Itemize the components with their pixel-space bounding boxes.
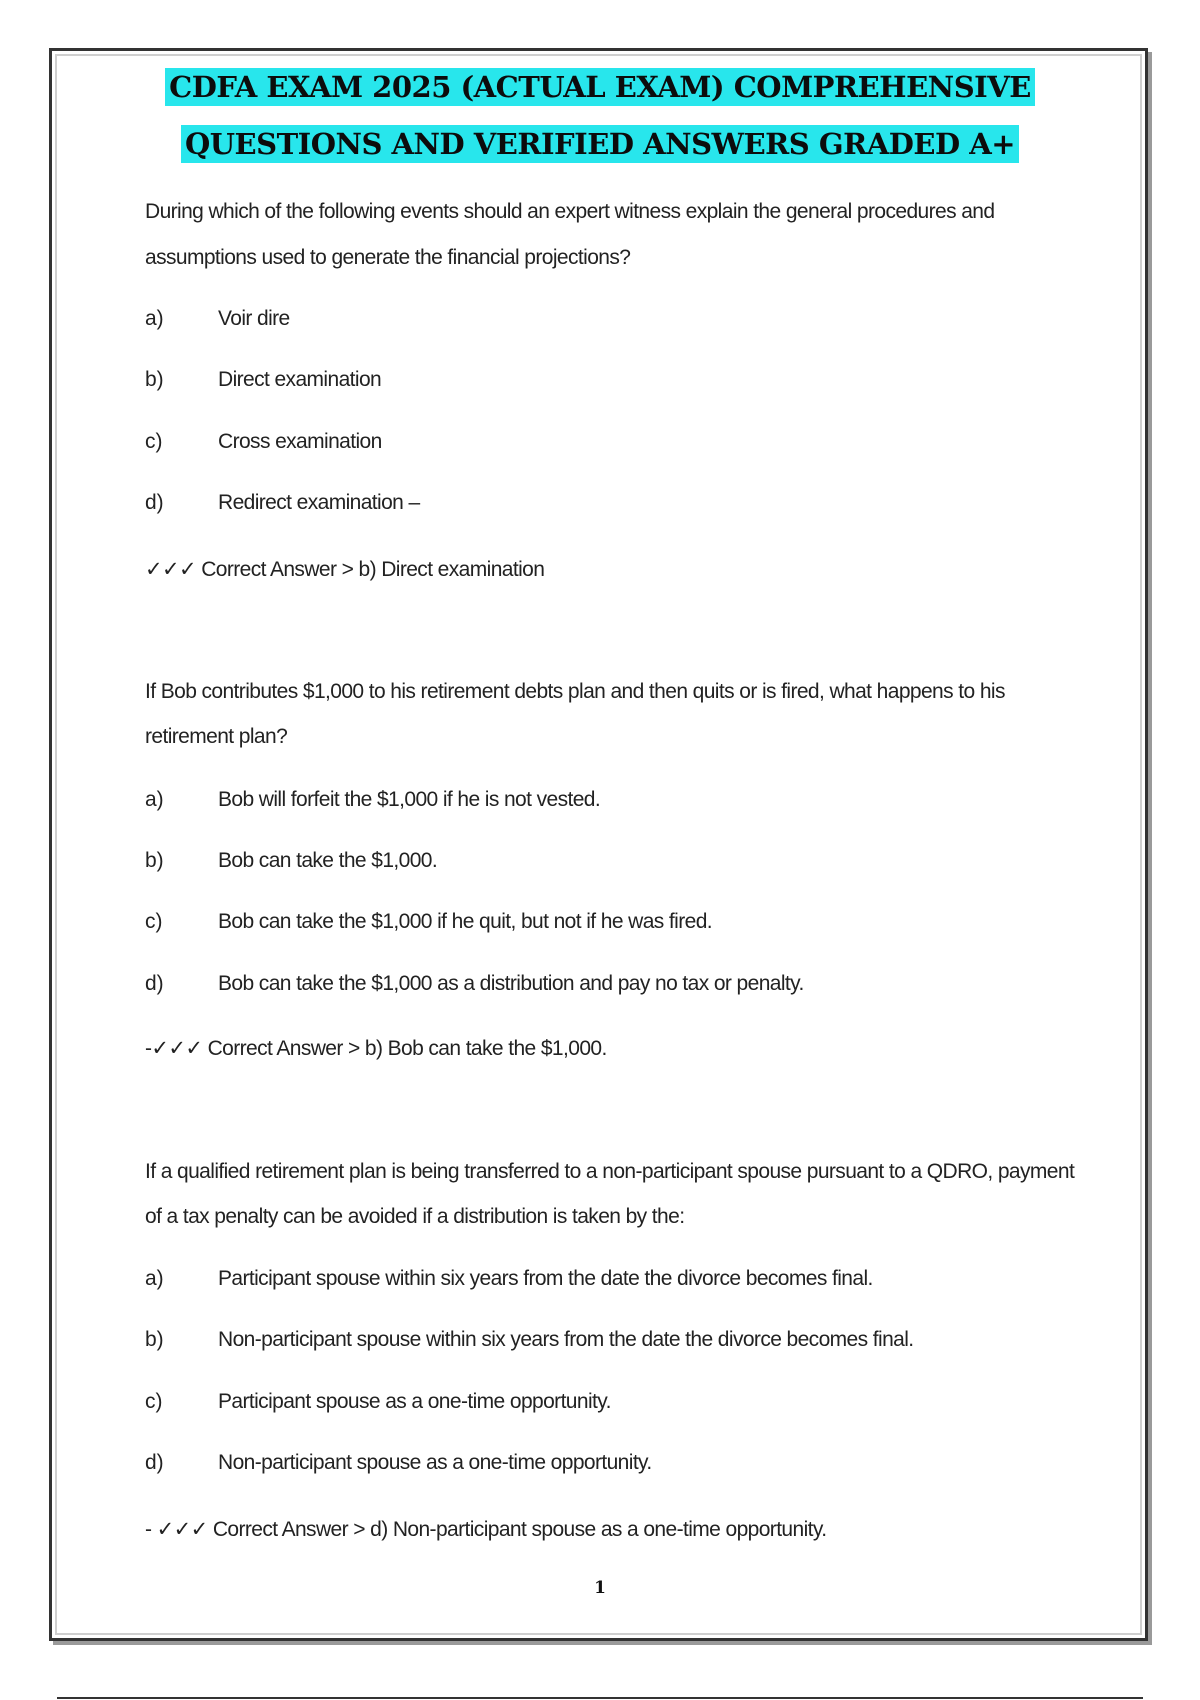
q2-option-a-letter: a) [145, 788, 164, 811]
question-1-text-line-2: assumptions used to generate the financial projections? [145, 246, 631, 269]
title-highlight-1: CDFA EXAM 2025 (ACTUAL EXAM) COMPREHENSIVE [165, 68, 1035, 106]
q2-option-b-text: Bob can take the $1,000. [218, 849, 438, 872]
q3-option-a-text: Participant spouse within six years from the date the divorce becomes final. [218, 1267, 873, 1290]
q3-option-c-letter: c) [145, 1390, 163, 1413]
q1-option-d-letter: d) [145, 491, 164, 514]
question-3-text-line-1: If a qualified retirement plan is being transferred to a non-participant spouse pursuant to a QDRO, payment [145, 1160, 1075, 1183]
question-2-text-line-1: If Bob contributes $1,000 to his retirement debts plan and then quits or is fired, what happens to his [145, 680, 1005, 703]
document-title-line-1 [0, 70, 1200, 104]
q3-option-d-text: Non-participant spouse as a one-time opportunity. [218, 1451, 652, 1474]
q3-option-d-letter: d) [145, 1451, 164, 1474]
q3-option-c-text: Participant spouse as a one-time opportunity. [218, 1390, 611, 1413]
question-2-text-line-2: retirement plan? [145, 725, 288, 748]
page-number: 1 [594, 1578, 606, 1598]
q2-option-c-text: Bob can take the $1,000 if he quit, but not if he was fired. [218, 910, 713, 933]
q1-option-b-text: Direct examination [218, 368, 382, 391]
q3-correct-answer: - ✓✓✓ Correct Answer > d) Non-participant spouse as a one-time opportunity. [145, 1518, 827, 1541]
q2-option-d-text: Bob can take the $1,000 as a distribution and pay no tax or penalty. [218, 972, 804, 995]
q2-option-a-text: Bob will forfeit the $1,000 if he is not vested. [218, 788, 601, 811]
q3-option-a-letter: a) [145, 1267, 164, 1290]
q1-option-c-text: Cross examination [218, 430, 382, 453]
q1-option-a-text: Voir dire [218, 307, 290, 330]
q2-option-d-letter: d) [145, 972, 164, 995]
q1-option-c-letter: c) [145, 430, 163, 453]
q2-option-c-letter: c) [145, 910, 163, 933]
q2-option-b-letter: b) [145, 849, 164, 872]
q1-option-b-letter: b) [145, 368, 164, 391]
q3-option-b-text: Non-participant spouse within six years from the date the divorce becomes final. [218, 1328, 914, 1351]
q1-correct-answer: ✓✓✓ Correct Answer > b) Direct examination [145, 558, 545, 581]
title-highlight-2: QUESTIONS AND VERIFIED ANSWERS GRADED A+ [181, 125, 1019, 163]
q1-option-a-letter: a) [145, 307, 164, 330]
q2-correct-answer: -✓✓✓ Correct Answer > b) Bob can take the $1,000. [145, 1037, 607, 1060]
q1-option-d-text: Redirect examination – [218, 491, 420, 514]
document-title-line-2 [0, 127, 1200, 161]
q3-option-b-letter: b) [145, 1328, 164, 1351]
question-3-text-line-2: of a tax penalty can be avoided if a distribution is taken by the: [145, 1205, 685, 1228]
question-1-text-line-1: During which of the following events should an expert witness explain the general procedures and [145, 200, 995, 223]
next-page-border-edge [57, 1697, 1143, 1699]
